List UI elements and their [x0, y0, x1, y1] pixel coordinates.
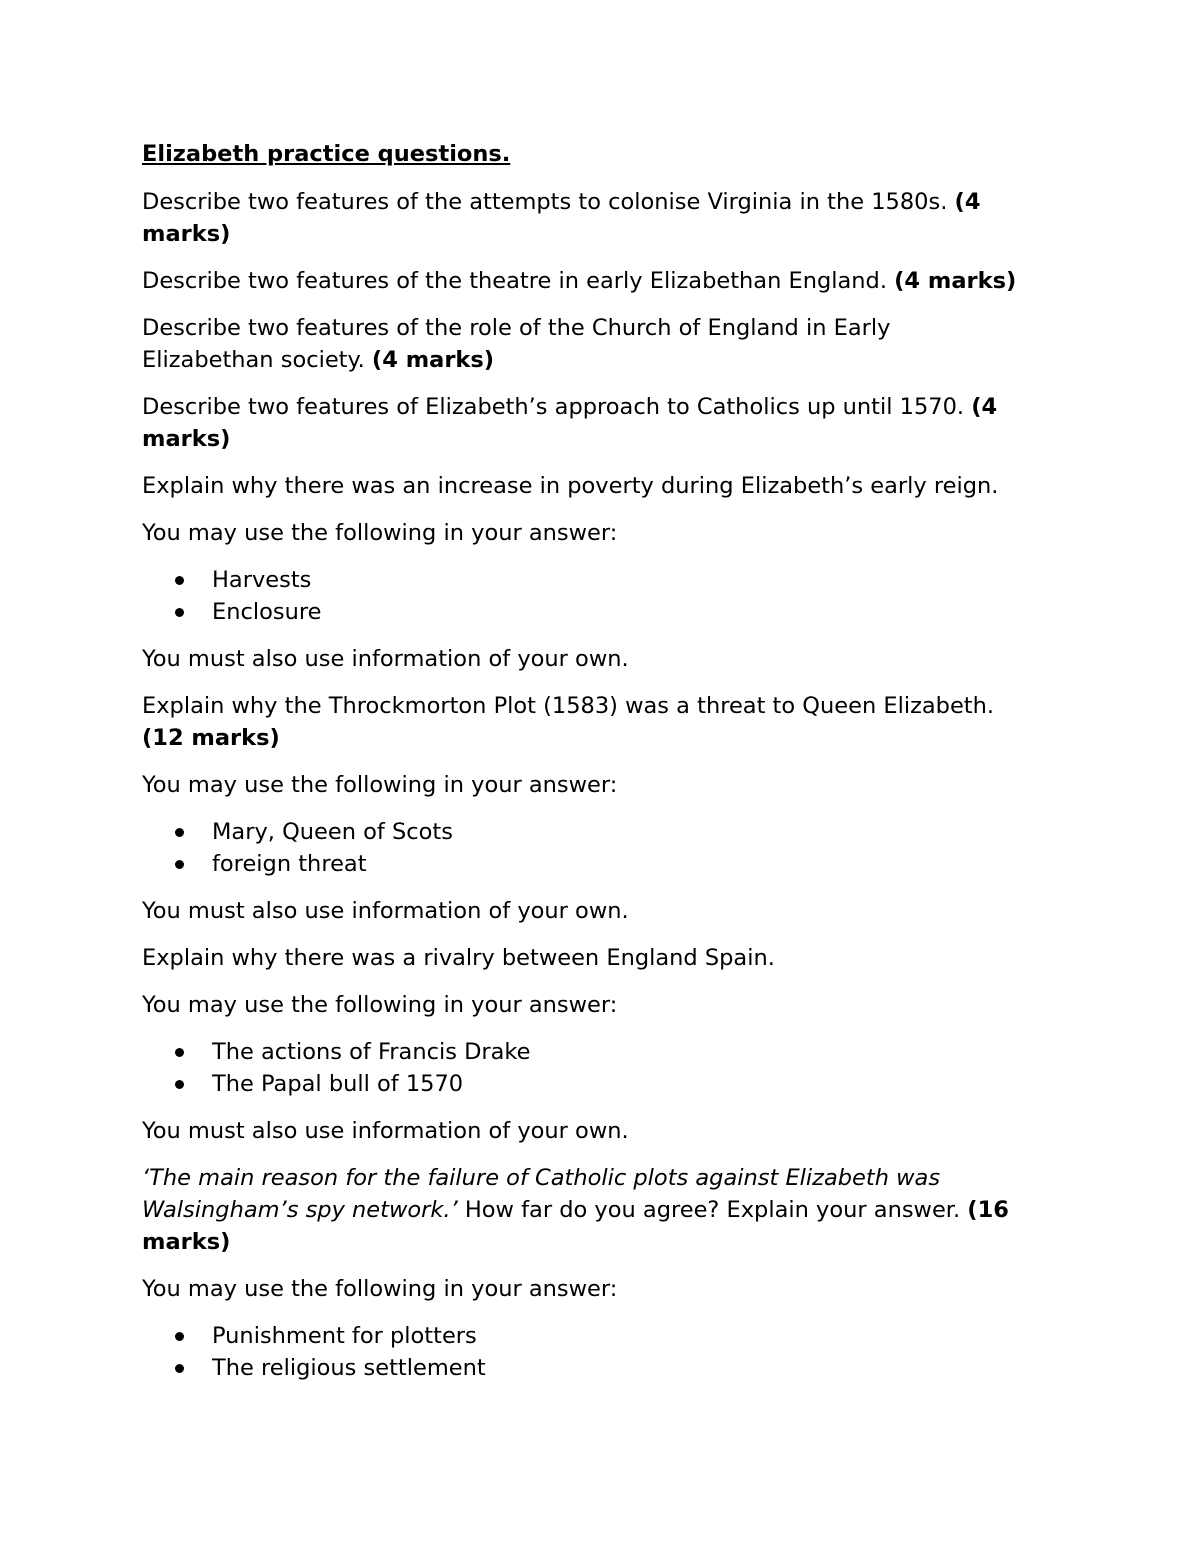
question-1-marks: (4 marks) [142, 189, 981, 247]
question-4-marks: (4 marks) [142, 394, 998, 452]
list-item: The religious settlement [142, 1352, 1072, 1384]
question-8-bullets [142, 1320, 1072, 1384]
list-item: Enclosure [142, 596, 1072, 628]
question-2-marks: (4 marks) [894, 268, 1017, 294]
list-item: Mary, Queen of Scots [142, 816, 1072, 848]
question-5: Explain why there was an increase in poverty during Elizabeth’s early reign. [142, 473, 999, 499]
question-8-quote: ‘The main reason for the failure of Catholic plots against Elizabeth was Walsingham’s spy network.’ [142, 1165, 941, 1223]
document-page [142, 138, 1072, 1399]
question-7: Explain why there was a rivalry between England Spain. [142, 945, 775, 971]
question-2 [142, 265, 1072, 297]
question-8-prompt: You may use the following in your answer: [142, 1276, 618, 1302]
list-item: foreign threat [142, 848, 1072, 880]
question-6-marks: (12 marks) [142, 725, 280, 751]
question-6-prompt: You may use the following in your answer: [142, 772, 618, 798]
question-8-marks: (16 marks) [142, 1197, 1009, 1255]
question-6-bullets [142, 816, 1072, 880]
question-6-own: You must also use information of your own. [142, 898, 629, 924]
question-8-text: How far do you agree? Explain your answer. [457, 1197, 968, 1223]
question-3 [142, 312, 942, 376]
question-3-text: Describe two features of the role of the Church of England in Early Elizabethan society. [142, 315, 891, 373]
question-5-bullets [142, 564, 1072, 628]
list-item: Punishment for plotters [142, 1320, 1072, 1352]
document-title: Elizabeth practice questions. [142, 141, 511, 167]
question-1 [142, 186, 1072, 250]
list-item: The actions of Francis Drake [142, 1036, 1072, 1068]
question-6-text: Explain why the Throckmorton Plot (1583) was a threat to Queen Elizabeth. [142, 693, 995, 719]
question-8 [142, 1162, 1072, 1258]
question-1-text: Describe two features of the attempts to colonise Virginia in the 1580s. [142, 189, 955, 215]
question-3-marks: (4 marks) [371, 347, 495, 373]
question-7-own: You must also use information of your own. [142, 1118, 629, 1144]
question-6 [142, 690, 1072, 754]
question-5-prompt: You may use the following in your answer: [142, 520, 618, 546]
question-2-text: Describe two features of the theatre in early Elizabethan England. [142, 268, 895, 294]
question-5-own: You must also use information of your own. [142, 646, 629, 672]
list-item: The Papal bull of 1570 [142, 1068, 1072, 1100]
question-7-prompt: You may use the following in your answer: [142, 992, 618, 1018]
question-4 [142, 391, 1072, 455]
question-4-text: Describe two features of Elizabeth’s approach to Catholics up until 1570. [142, 394, 972, 420]
list-item: Harvests [142, 564, 1072, 596]
question-7-bullets [142, 1036, 1072, 1100]
